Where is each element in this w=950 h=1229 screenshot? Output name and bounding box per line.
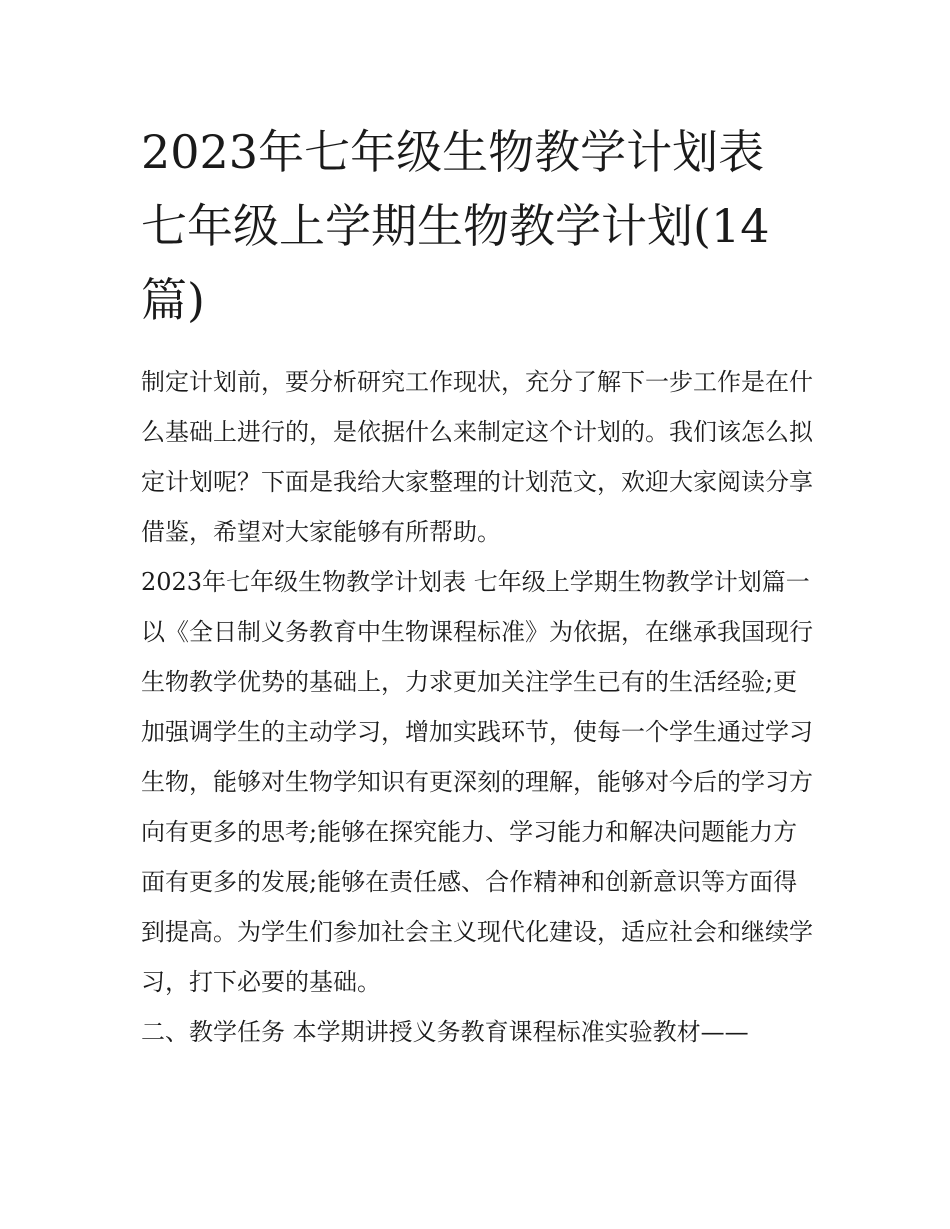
document-title: 2023年七年级生物教学计划表 七年级上学期生物教学计划(14篇) [141, 125, 770, 327]
teaching-task-paragraph: 二、教学任务 本学期讲授义务教育课程标准实验教材—— [141, 1018, 749, 1046]
body-paragraph: 以《全日制义务教育中生物课程标准》为依据，在继承我国现行生物教学优势的基础上，力求更加关注学生已有的生活经验;更加强调学生的主动学习，增加实践环节，使每一个学生通过学习生物，能够对生物学知识有更深刻的理解，能够对今后的学习方向有更多的思考;能够在探究能力、学习能力和解决问题能力方面有更多的发展;能够在责任感、合作精神和创新意识等方面得到提高。为学生们参加社会主义现代化建设，适应社会和继续学习，打下必要的基础。 [141, 618, 813, 996]
intro-paragraph: 制定计划前，要分析研究工作现状，充分了解下一步工作是在什么基础上进行的，是依据什么来制定这个计划的。我们该怎么拟定计划呢？下面是我给大家整理的计划范文，欢迎大家阅读分享借鉴，希望对大家能够有所帮助。 [141, 368, 813, 546]
section-heading: 2023年七年级生物教学计划表 七年级上学期生物教学计划篇一 [141, 568, 810, 596]
document-content [141, 115, 815, 1057]
